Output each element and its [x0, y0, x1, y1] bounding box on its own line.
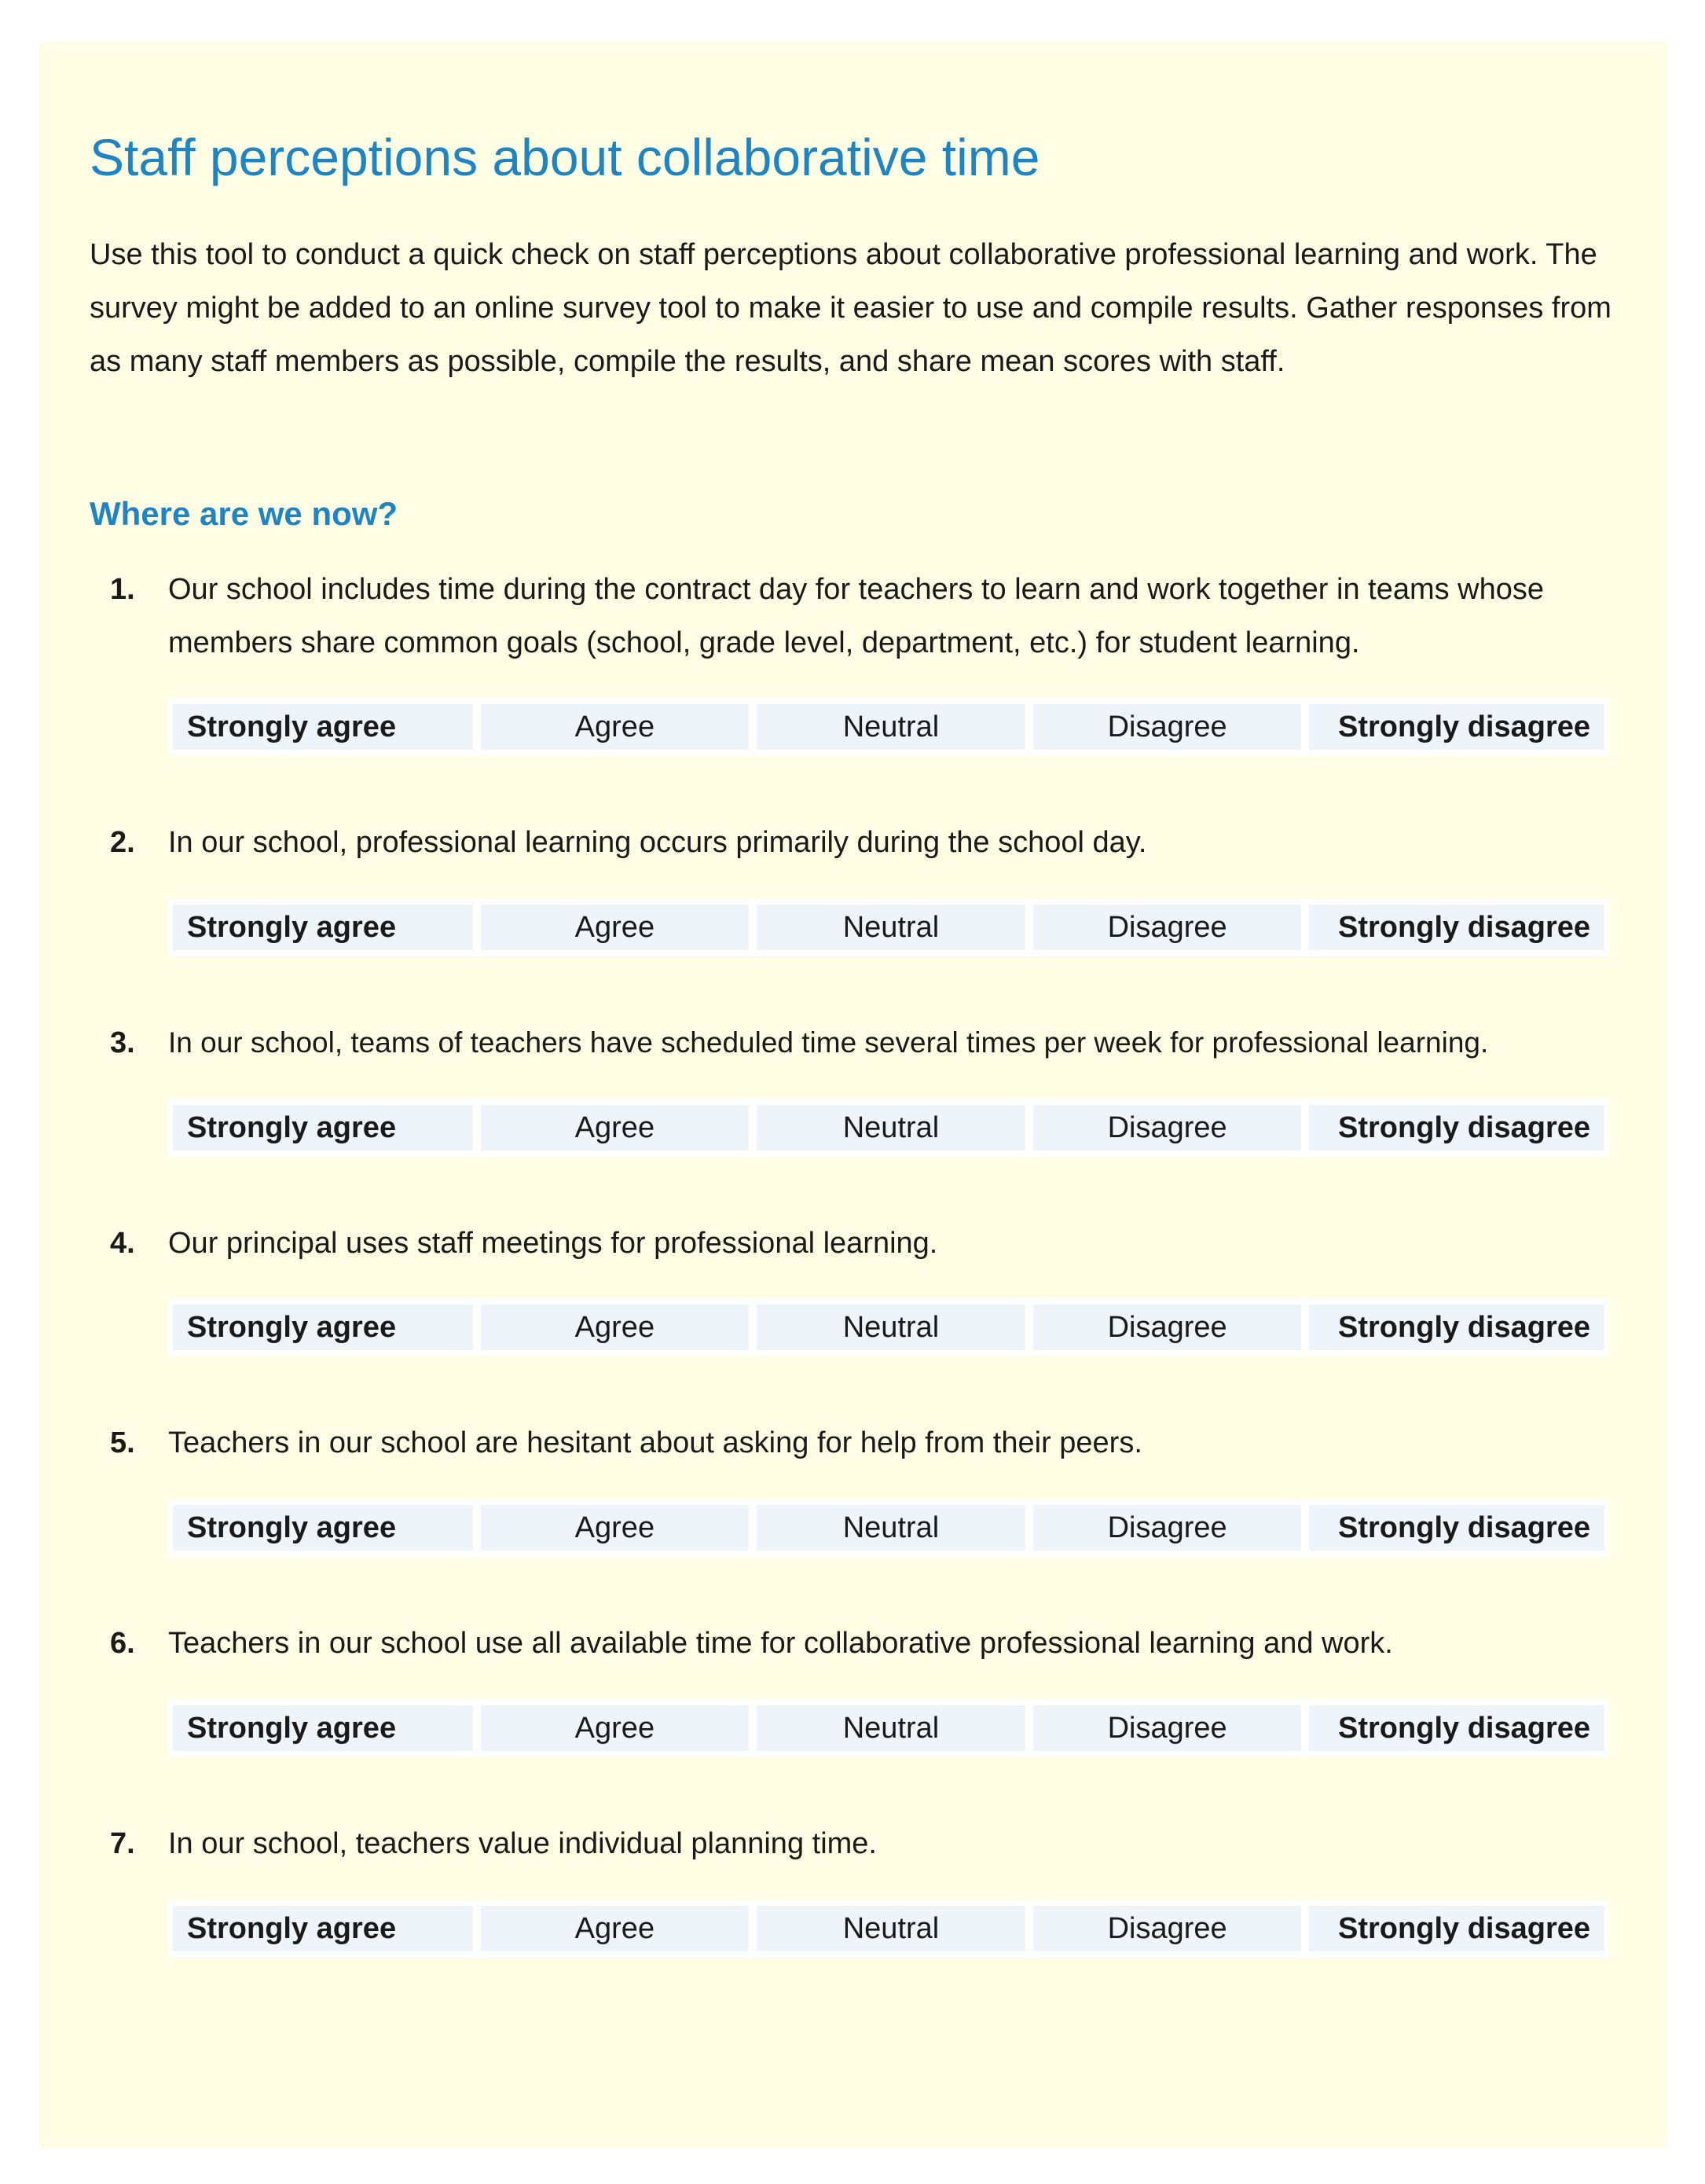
option-neutral[interactable]: Neutral	[757, 905, 1025, 950]
question-number: 6.	[110, 1627, 135, 1660]
rating-scale-6	[168, 1699, 1609, 1757]
question-6	[110, 1617, 1650, 1670]
question-text: In our school, teams of teachers have scheduled time several times per week for professional learning.	[168, 1026, 1489, 1059]
option-strongly-agree[interactable]: Strongly agree	[173, 1705, 473, 1751]
option-disagree[interactable]: Disagree	[1033, 1705, 1302, 1751]
question-text: Our school includes time during the contract day for teachers to learn and work together in teams whose members share common goals (school, grade level, department, etc.) for student learning.	[168, 573, 1545, 659]
question-text: Teachers in our school are hesitant about asking for help from their peers.	[168, 1426, 1142, 1459]
option-disagree[interactable]: Disagree	[1033, 1305, 1302, 1350]
rating-scale-3	[168, 1099, 1609, 1157]
option-strongly-agree[interactable]: Strongly agree	[173, 1105, 473, 1151]
option-disagree[interactable]: Disagree	[1033, 704, 1302, 750]
question-text: Our principal uses staff meetings for professional learning.	[168, 1227, 938, 1260]
option-strongly-disagree[interactable]: Strongly disagree	[1309, 1505, 1604, 1551]
question-number: 5.	[110, 1426, 135, 1459]
option-neutral[interactable]: Neutral	[757, 1705, 1025, 1751]
section-heading: Where are we now?	[90, 495, 398, 532]
rating-scale-7	[168, 1900, 1609, 1958]
question-1	[110, 563, 1650, 670]
option-disagree[interactable]: Disagree	[1033, 905, 1302, 950]
option-strongly-disagree[interactable]: Strongly disagree	[1309, 1105, 1604, 1151]
option-strongly-agree[interactable]: Strongly agree	[173, 1305, 473, 1350]
option-strongly-agree[interactable]: Strongly agree	[173, 905, 473, 950]
option-neutral[interactable]: Neutral	[757, 704, 1025, 750]
option-agree[interactable]: Agree	[481, 1505, 750, 1551]
option-strongly-disagree[interactable]: Strongly disagree	[1309, 1305, 1604, 1350]
option-disagree[interactable]: Disagree	[1033, 1906, 1302, 1951]
question-text: In our school, professional learning occurs primarily during the school day.	[168, 826, 1147, 859]
question-number: 2.	[110, 826, 135, 859]
question-3	[110, 1016, 1650, 1070]
question-number: 7.	[110, 1827, 135, 1860]
option-strongly-agree[interactable]: Strongly agree	[173, 704, 473, 750]
question-number: 3.	[110, 1026, 135, 1059]
option-neutral[interactable]: Neutral	[757, 1305, 1025, 1350]
rating-scale-4	[168, 1298, 1609, 1356]
option-agree[interactable]: Agree	[481, 1906, 750, 1951]
rating-scale-2	[168, 898, 1609, 956]
intro-paragraph: Use this tool to conduct a quick check on staff perceptions about collaborative professional learning and work. The survey might be added to an online survey tool to make it easier to use and compile results. Gather responses from as many staff members as possible, compile the results, and share mean scores with staff.	[90, 238, 1612, 378]
option-agree[interactable]: Agree	[481, 1705, 750, 1751]
question-text: Teachers in our school use all available time for collaborative professional learning and work.	[168, 1627, 1393, 1660]
option-disagree[interactable]: Disagree	[1033, 1505, 1302, 1551]
option-strongly-disagree[interactable]: Strongly disagree	[1309, 1906, 1604, 1951]
question-2	[110, 816, 1650, 869]
option-strongly-agree[interactable]: Strongly agree	[173, 1505, 473, 1551]
rating-scale-5	[168, 1499, 1609, 1557]
option-agree[interactable]: Agree	[481, 1305, 750, 1350]
option-strongly-disagree[interactable]: Strongly disagree	[1309, 1705, 1604, 1751]
rating-scale-1	[168, 698, 1609, 756]
question-number: 4.	[110, 1227, 135, 1260]
option-neutral[interactable]: Neutral	[757, 1505, 1025, 1551]
option-disagree[interactable]: Disagree	[1033, 1105, 1302, 1151]
question-number: 1.	[110, 573, 135, 606]
question-4	[110, 1217, 1650, 1270]
option-agree[interactable]: Agree	[481, 905, 750, 950]
page-title: Staff perceptions about collaborative time	[90, 128, 1040, 186]
question-7	[110, 1817, 1650, 1870]
option-neutral[interactable]: Neutral	[757, 1906, 1025, 1951]
option-strongly-agree[interactable]: Strongly agree	[173, 1906, 473, 1951]
option-strongly-disagree[interactable]: Strongly disagree	[1309, 905, 1604, 950]
option-agree[interactable]: Agree	[481, 704, 750, 750]
option-strongly-disagree[interactable]: Strongly disagree	[1309, 704, 1604, 750]
option-agree[interactable]: Agree	[481, 1105, 750, 1151]
option-neutral[interactable]: Neutral	[757, 1105, 1025, 1151]
question-5	[110, 1416, 1650, 1470]
question-text: In our school, teachers value individual planning time.	[168, 1827, 877, 1860]
